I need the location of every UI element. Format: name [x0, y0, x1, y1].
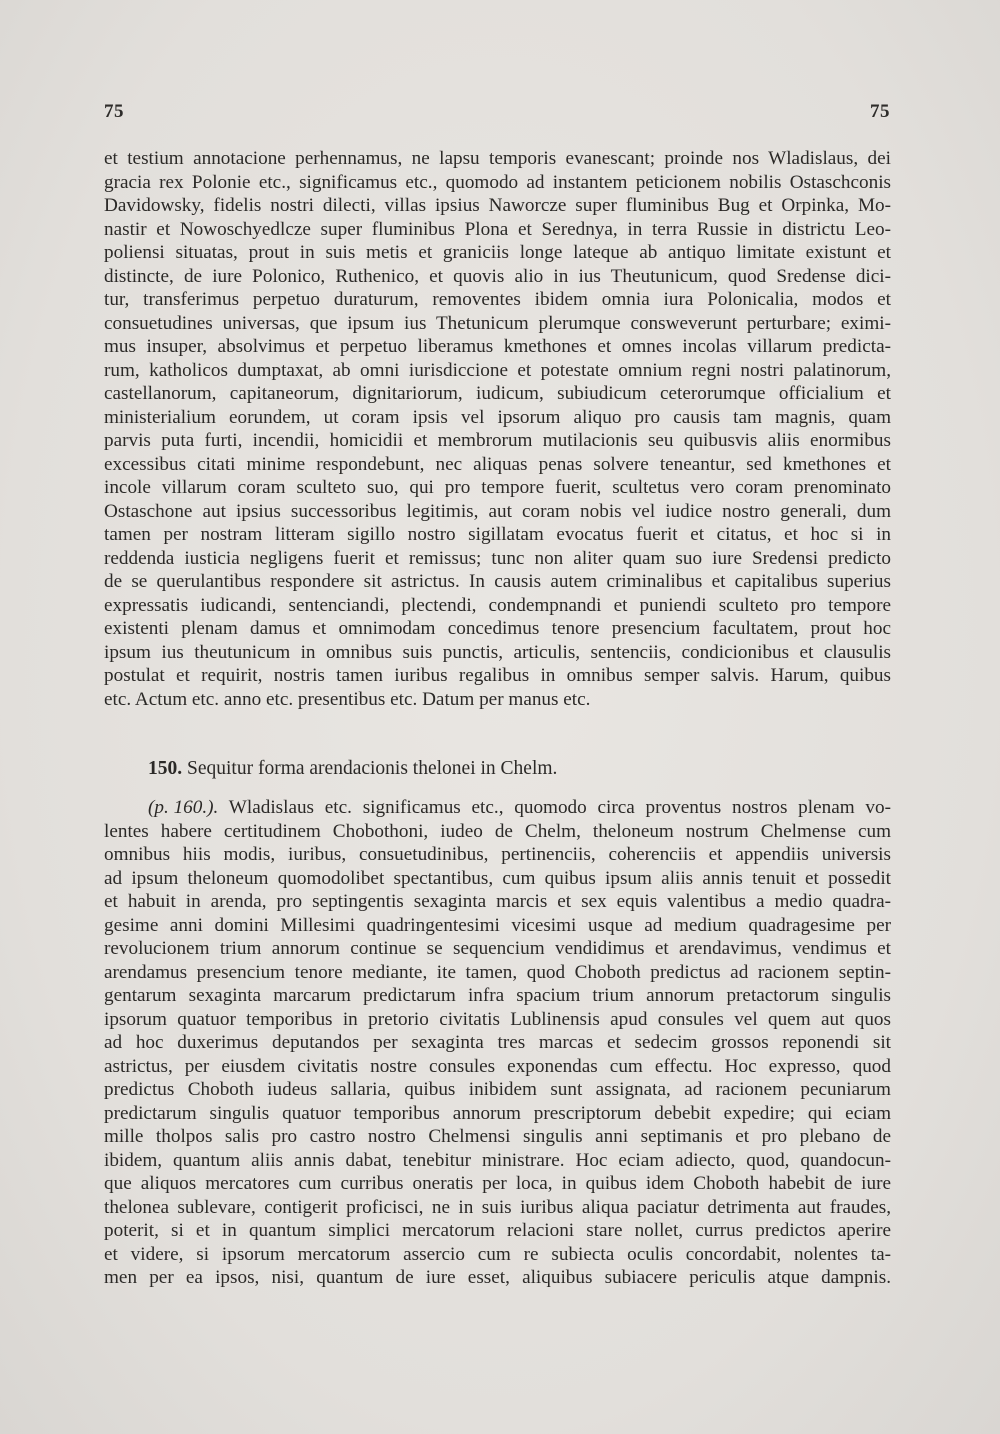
text-line: existenti plenam damus et omnimodam concedimus tenore presencium facultatem, prout hoc: [104, 618, 891, 639]
section-number: 150.: [148, 758, 183, 779]
charter-text-continued: [104, 147, 891, 711]
text-line: lentes habere certitudinem Chobothoni, iudeo de Chelm, theloneum nostrum Chelmense cum: [104, 820, 891, 842]
text-line: ipsorum quatuor temporibus in pretorio civitatis Lublinensis apud consules vel quem aut quos: [104, 1008, 891, 1030]
text-line: ad ipsum theloneum quomodolibet spectantibus, cum quibus ipsum aliis annis tenuit et possedit: [104, 867, 891, 889]
text-line: mille tholpos salis pro castro nostro Chelmensi singulis anni septimanis et pro plebano de: [104, 1126, 891, 1147]
text-line: predictarum singulis quatuor temporibus annorum prescriptorum debebit expedire; qui eciam: [104, 1102, 891, 1124]
text-line: et videre, si ipsorum mercatorum assercio cum re subiecta oculis concordabit, nolentes ta-: [104, 1243, 891, 1265]
text-line: nastir et Nowoschyedlcze super fluminibus Plona et Serednya, in terra Russie in districtu Leo-: [104, 218, 891, 240]
text-line: ad hoc duxerimus deputandos per sexaginta tres marcas et sedecim grossos reponendi sit: [104, 1032, 891, 1053]
text-line: etc. Actum etc. anno etc. presentibus etc. Datum per manus etc.: [104, 688, 591, 710]
text-line: arendamus presencium tenore mediante, ite tamen, quod Choboth predictus ad racionem septin-: [104, 961, 891, 983]
text-line: reddenda iusticia negligens fuerit et remissus; tunc non aliter quam suo iure Sredensi predicto: [104, 547, 891, 569]
text-line: mus insuper, absolvimus et perpetuo liberamus kmethones et omnes incolas villarum predicta-: [104, 336, 891, 357]
text-line: gesime anni domini Millesimi quadringentesimi vicesimi usque ad medium quadragesime per: [104, 914, 891, 936]
text-line: expressatis iudicandi, sentenciandi, plectendi, condempnandi et puniendi sculteto pro tempore: [104, 594, 891, 616]
text-line: et habuit in arenda, pro septingentis sexaginta marcis et sex equis valentibus a medio quadra-: [104, 891, 891, 912]
text-line: parvis puta furti, incendii, homicidii et membrorum mutilacionis seu quibusvis aliis enormibus: [104, 430, 891, 451]
text-line: gentarum sexaginta marcarum predictarum infra spacium trium annorum pretactorum singulis: [104, 985, 891, 1006]
section-heading: [148, 757, 557, 781]
page-number-right: 75: [870, 101, 890, 122]
text-line: distincte, de iure Polonico, Ruthenico, et quovis alio in ius Theutunicum, quod Sredense dici-: [104, 265, 891, 287]
text-line: de se querulantibus respondere sit astrictus. In causis autem criminalibus et capitalibus superius: [104, 571, 891, 592]
text-line: Ostaschone aut ipsius successoribus legitimis, aut coram nobis vel iudice nostro generali, dum: [104, 500, 891, 522]
text-line: rum, katholicos dumptaxat, ab omni iurisdiccione et potestate omnium regni nostri palatinorum,: [104, 359, 891, 381]
text-line: poterit, si et in quantum simplici mercatorum relacioni stare nollet, currus predictos aperire: [104, 1220, 891, 1241]
page-reference: (p. 160.).: [148, 797, 219, 818]
text-line: men per ea ipsos, nisi, quantum de iure esset, aliquibus subiacere periculis atque dampnis.: [104, 1267, 891, 1288]
text-line: excessibus citati minime respondebunt, nec aliquas penas solvere teneantur, sed kmethones et: [104, 453, 891, 475]
page-number-left: 75: [104, 101, 124, 122]
text-line: incole villarum coram sculteto suo, qui pro tempore fuerit, scultetus vero coram prenominato: [104, 477, 891, 498]
text-line: consuetudines universas, que ipsum ius Thetunicum plerumque consweverunt perturbare; eximi-: [104, 312, 891, 334]
text-line: tamen per nostram litteram sigillo nostro sigillatam evocatus fuerit et citatus, et hoc si in: [104, 524, 891, 545]
text-line: postulat et requirit, nostris tamen iuribus regalibus in omnibus semper salvis. Harum, quibus: [104, 665, 891, 686]
text-line: Davidowsky, fidelis nostri dilecti, villas ipsius Naworcze super fluminibus Bug et Orpinka, Mo-: [104, 195, 891, 216]
text-line: gracia rex Polonie etc., significamus etc., quomodo ad instantem peticionem nobilis Ostaschconis: [104, 171, 891, 193]
text-line: ipsum ius theutunicum in omnibus suis punctis, articulis, sentenciis, condicionibus et clausulis: [104, 641, 891, 663]
text-line: et testium annotacione perhennamus, ne lapsu temporis evanescant; proinde nos Wladislaus, dei: [104, 148, 891, 169]
text-line: thelonea sublevare, contigerit proficisci, ne in suis iuribus aliqua paciatur detrimenta aut fraudes,: [104, 1196, 891, 1218]
text-line: que aliquos mercatores cum curribus oneratis per loca, in quibus idem Choboth habebit de iure: [104, 1173, 891, 1194]
text-line-rest: Wladislaus etc. significamus etc., quomodo circa proventus nostros plenam vo-: [228, 797, 891, 818]
text-line: ibidem, quantum aliis annis dabat, tenebitur ministrare. Hoc eciam adiecto, quod, quandocun-: [104, 1149, 891, 1171]
text-line: astrictus, per eiusdem civitatis nostre consules exponendas cum effectu. Hoc expresso, quod: [104, 1055, 891, 1077]
text-line-first: [104, 796, 891, 820]
charter-text-150: [104, 796, 891, 1290]
text-line: poliensi situatas, prout in suis metis et graniciis longe lateque ab antiquo limitate existunt et: [104, 242, 891, 263]
text-line: castellanorum, capitaneorum, dignitariorum, iudicum, subiudicum ceterorumque officialium et: [104, 383, 891, 404]
text-line: tur, transferimus perpetuo duraturum, removentes ibidem omnia iura Polonicalia, modos et: [104, 289, 891, 310]
text-line: revolucionem trium annorum continue se sequencium vendidimus et arendavimus, vendimus et: [104, 938, 891, 959]
text-line: ministerialium eorundem, ut coram ipsis vel ipsorum aliquo pro causis tam magnis, quam: [104, 406, 891, 428]
text-line: omnibus hiis modis, iuribus, consuetudinibus, pertinenciis, coherenciis et appendiis universis: [104, 844, 891, 865]
text-line: predictus Choboth iudeus sallaria, quibus inibidem sunt assignata, ad racionem pecuniarum: [104, 1079, 891, 1100]
section-title: Sequitur forma arendacionis thelonei in Chelm.: [187, 758, 558, 779]
